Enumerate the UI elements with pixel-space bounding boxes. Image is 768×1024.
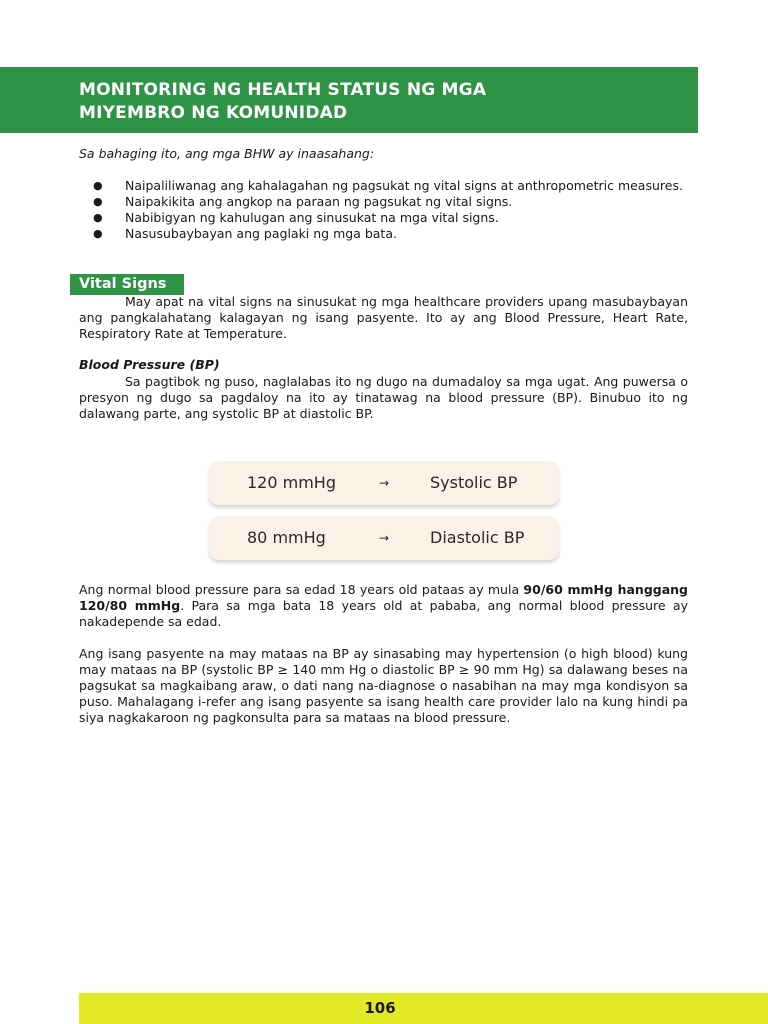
objective-item <box>79 226 689 242</box>
objective-item <box>79 194 689 210</box>
objective-item <box>79 178 689 194</box>
normal-bp-text: Ang normal blood pressure para sa edad 18 years old pataas ay mula <box>79 582 524 597</box>
page-title-line-1: MONITORING NG HEALTH STATUS NG MGA <box>79 80 487 100</box>
objective-text: Nasusubaybayan ang paglaki ng mga bata. <box>125 226 397 241</box>
objective-item <box>79 210 689 226</box>
arrow-right-icon: → <box>379 531 390 545</box>
bullet-icon: ● <box>93 227 103 240</box>
objective-text: Nabibigyan ng kahulugan ang sinusukat na mga vital signs. <box>125 210 499 225</box>
page-title-line-2: MIYEMBRO NG KOMUNIDAD <box>79 103 348 123</box>
section-heading-vital-signs: Vital Signs <box>79 276 167 292</box>
bullet-icon: ● <box>93 179 103 192</box>
intro-text: Sa bahaging ito, ang mga BHW ay inaasahang: <box>79 146 375 161</box>
bullet-icon: ● <box>93 211 103 224</box>
bp-systolic-row <box>209 461 559 505</box>
bullet-icon: ● <box>93 195 103 208</box>
blood-pressure-description: Sa pagtibok ng puso, naglalabas ito ng dugo na dumadaloy sa mga ugat. Ang puwersa o presyon ng dugo sa pagdaloy na ito ay tinatawag na blood pressure (BP). Binubuo ito ng dalawang parte, ang systolic BP at diastolic BP. <box>79 374 688 421</box>
bp-diastolic-value: 80 mmHg <box>247 528 326 547</box>
page-number: 106 <box>364 999 396 1017</box>
bp-systolic-label: Systolic BP <box>430 473 518 492</box>
hypertension-paragraph: Ang isang pasyente na may mataas na BP ay sinasabing may hypertension (o high blood) kung may mataas na BP (systolic BP ≥ 140 mm Hg o diastolic BP ≥ 90 mm Hg) sa dalawang beses na pagsukat sa magkaibang araw, o dati nang na-diagnose o nasabihan na may mga kondisyon sa puso. Mahalagang i-refer ang isang pasyente sa isang health care provider lalo na kung hindi pa siya nagkakaroon ng pagkonsulta para sa mataas na blood pressure. <box>79 646 688 725</box>
normal-bp-text-cont: . Para sa mga bata 18 years old at pababa, ang normal blood pressure ay nakadepende sa edad. <box>79 598 688 629</box>
arrow-right-icon: → <box>379 476 390 490</box>
normal-bp-range: 90/60 mmHg hanggang 120/80 mmHg <box>79 582 688 613</box>
normal-bp-paragraph <box>79 582 688 630</box>
bp-diastolic-label: Diastolic BP <box>430 528 525 547</box>
bp-diastolic-row <box>209 516 559 560</box>
objectives-list <box>79 178 689 242</box>
bp-systolic-value: 120 mmHg <box>247 473 336 492</box>
objective-text: Naipaliliwanag ang kahalagahan ng pagsukat ng vital signs at anthropometric measures. <box>125 178 683 193</box>
blood-pressure-heading: Blood Pressure (BP) <box>79 357 220 372</box>
vital-signs-intro: May apat na vital signs na sinusukat ng mga healthcare providers upang masubaybayan ang pangkalahatang kalagayan ng isang pasyente. Ito ay ang Blood Pressure, Heart Rate, Respiratory Rate at Temperature. <box>79 294 688 341</box>
objective-text: Naipakikita ang angkop na paraan ng pagsukat ng vital signs. <box>125 194 513 209</box>
page-title <box>79 79 679 125</box>
